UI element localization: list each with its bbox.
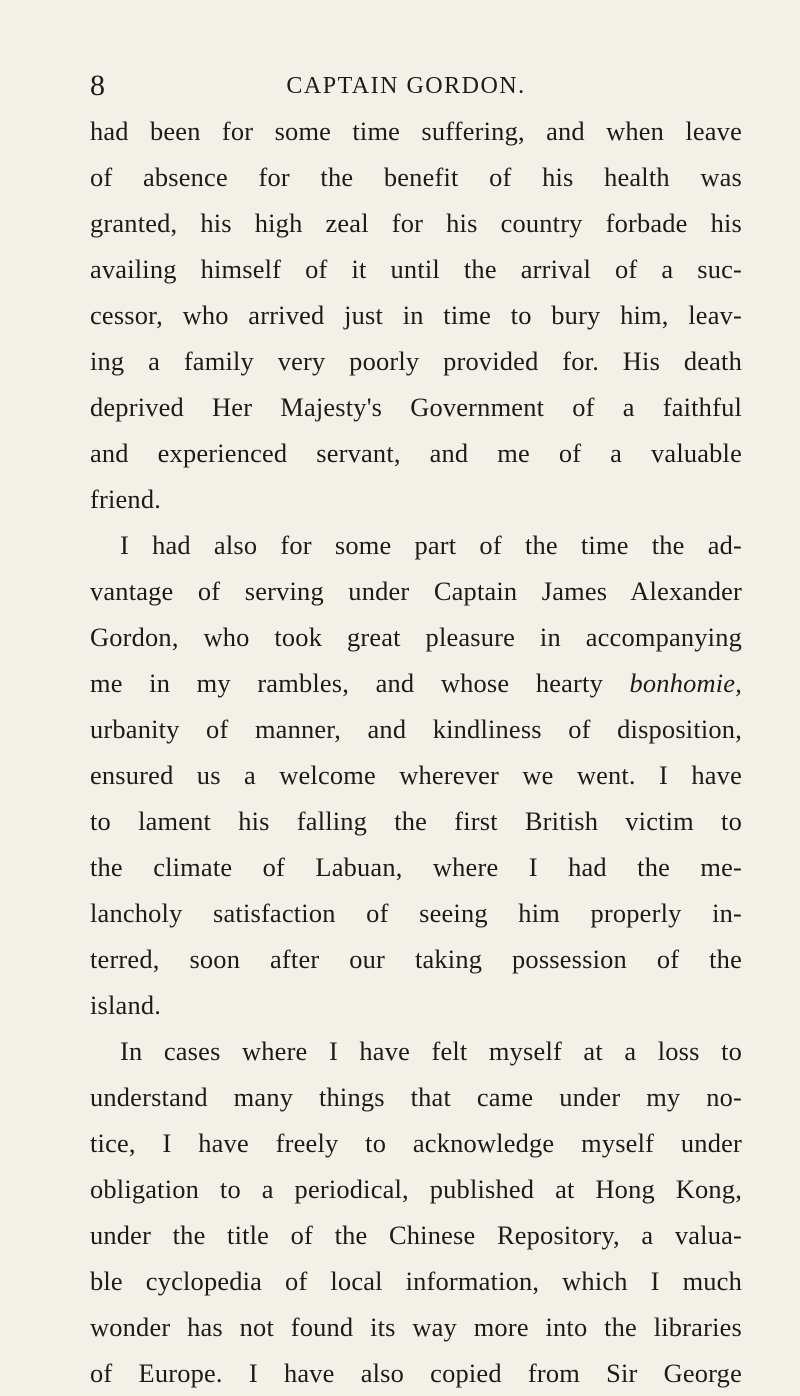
text-line: understand many things that came under my no- — [90, 1082, 742, 1112]
text-line: urbanity of manner, and kindliness of disposition, — [90, 714, 742, 744]
text-line: lancholy satisfaction of seeing him properly in- — [90, 898, 742, 928]
text-line: friend. — [90, 484, 162, 514]
body-text — [90, 108, 742, 1396]
text-line: ble cyclopedia of local information, which I much — [90, 1266, 742, 1296]
text-line: ensured us a welcome wherever we went. I have — [90, 760, 742, 790]
italic-word: bonhomie, — [629, 668, 742, 698]
text-line: terred, soon after our taking possession of the — [90, 944, 742, 974]
text-line: cessor, who arrived just in time to bury him, leav- — [90, 300, 742, 330]
page-header — [90, 66, 722, 106]
text-line: Gordon, who took great pleasure in accompanying — [90, 622, 742, 652]
text-line: In cases where I have felt myself at a loss to — [120, 1036, 742, 1066]
text-line — [90, 660, 742, 706]
text-line: vantage of serving under Captain James Alexander — [90, 576, 742, 606]
text-line: deprived Her Majesty's Government of a faithful — [90, 392, 742, 422]
text-line-segment: me in my rambles, and whose hearty — [90, 668, 630, 698]
text-line: of Europe. I have also copied from Sir George — [90, 1358, 742, 1388]
text-line: island. — [90, 990, 162, 1020]
text-line: obligation to a periodical, published at Hong Kong, — [90, 1174, 742, 1204]
page-number: 8 — [90, 69, 105, 102]
text-line: under the title of the Chinese Repository, a valua- — [90, 1220, 742, 1250]
text-line: had been for some time suffering, and when leave — [90, 116, 742, 146]
text-line: I had also for some part of the time the ad- — [120, 530, 742, 560]
text-line: availing himself of it until the arrival of a suc- — [90, 254, 742, 284]
text-line: to lament his falling the first British victim to — [90, 806, 742, 836]
text-line: wonder has not found its way more into the libraries — [90, 1312, 742, 1342]
text-line: ing a family very poorly provided for. His death — [90, 346, 742, 376]
text-line: tice, I have freely to acknowledge myself under — [90, 1128, 742, 1158]
text-line: granted, his high zeal for his country forbade his — [90, 208, 742, 238]
running-head: CAPTAIN GORDON. — [286, 73, 526, 99]
text-line: of absence for the benefit of his health was — [90, 162, 742, 192]
text-line: the climate of Labuan, where I had the me- — [90, 852, 742, 882]
text-line: and experienced servant, and me of a valuable — [90, 438, 742, 468]
